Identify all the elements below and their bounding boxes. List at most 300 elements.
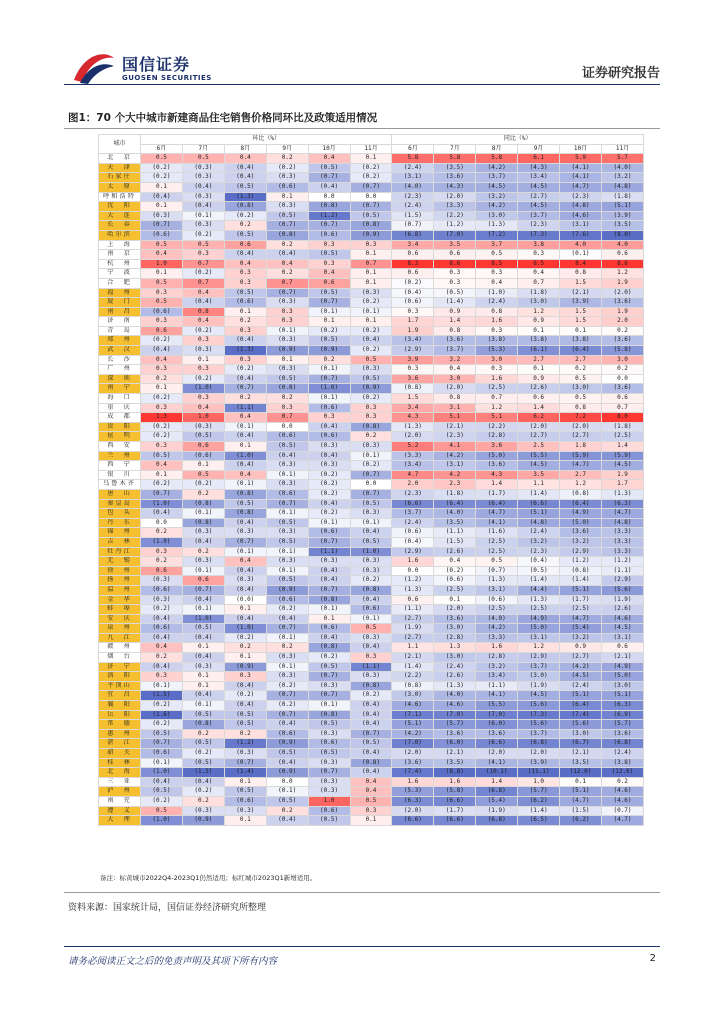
yoy-value: 0.7 [476,394,518,404]
yoy-value: (7.0) [392,739,434,749]
yoy-value: (7.2) [476,230,518,240]
table-row [99,701,644,711]
yoy-value: (2.1) [560,288,602,298]
mom-value: 0.1 [141,182,183,192]
yoy-value: 6.1 [518,154,560,164]
yoy-value: (2.9) [392,346,434,356]
mom-value: 0.2 [141,374,183,384]
city-name: 沈 阳 [99,202,141,212]
mom-value: (0.9) [266,739,308,749]
mom-value: (0.6) [266,595,308,605]
yoy-value: (2.2) [476,422,518,432]
mom-value: (0.2) [141,605,183,615]
mom-value: (0.4) [266,758,308,768]
mom-value: (0.3) [350,509,392,519]
mom-value: 0.1 [224,605,266,615]
mom-value: (1.0) [141,768,183,778]
city-name: 深 圳 [99,374,141,384]
mom-value: (0.4) [224,518,266,528]
city-name: 石家庄 [99,173,141,183]
yoy-value: (1.2) [601,557,643,567]
yoy-value: 0.1 [434,595,476,605]
mom-value: (0.6) [350,605,392,615]
yoy-value: (3.1) [601,633,643,643]
mom-value: 0.1 [224,442,266,452]
yoy-value: (3.6) [392,758,434,768]
mom-value: (0.5) [308,163,350,173]
mom-value: 0.3 [182,365,224,375]
mom-value: 0.2 [308,355,350,365]
city-name: 天 津 [99,163,141,173]
yoy-value: (4.0) [476,614,518,624]
mom-value: (0.3) [308,681,350,691]
mom-value: 0.4 [224,259,266,269]
brand-name-en: GUOSEN SECURITIES [122,74,212,82]
mom-value: (0.2) [182,326,224,336]
yoy-value: (2.5) [601,432,643,442]
yoy-value: (0.8) [560,489,602,499]
yoy-value: (4.5) [518,202,560,212]
table-row [99,796,644,806]
yoy-value: (4.9) [518,614,560,624]
city-name: 南 京 [99,250,141,260]
yoy-value: (2.1) [601,653,643,663]
yoy-value: (4.5) [601,461,643,471]
figure-title-divider [64,128,660,129]
yoy-value: (1.2) [560,557,602,567]
mom-value: (0.4) [182,653,224,663]
city-name: 昆 明 [99,432,141,442]
yoy-value: (0.6) [476,595,518,605]
mom-value: 0.4 [182,288,224,298]
yoy-value: 1.5 [392,394,434,404]
mom-value: 0.1 [141,470,183,480]
mom-value: 0.4 [350,777,392,787]
mom-value: (0.3) [266,672,308,682]
mom-value: (0.3) [350,633,392,643]
mom-value: (0.1) [350,518,392,528]
mom-value: 0.4 [308,269,350,279]
mom-value: (0.5) [266,576,308,586]
mom-value: (0.7) [224,537,266,547]
mom-value: (0.8) [182,720,224,730]
yoy-value: 3.5 [518,470,560,480]
mom-value: (0.2) [141,422,183,432]
yoy-value: (3.6) [601,298,643,308]
mom-value: (0.2) [224,691,266,701]
yoy-value: 3.4 [392,403,434,413]
yoy-value: (2.1) [392,653,434,663]
yoy-value: (2.3) [518,547,560,557]
mom-value: (0.7) [224,384,266,394]
city-name: 厦 门 [99,298,141,308]
mom-value: (0.1) [224,547,266,557]
yoy-value: (5.1) [601,691,643,701]
mom-value: 0.6 [224,240,266,250]
table-month-header-row [99,144,644,154]
mom-value: (1.0) [141,537,183,547]
yoy-value: (6.4) [560,346,602,356]
mom-value: (1.0) [182,614,224,624]
mom-value: (0.7) [182,585,224,595]
mom-value: (0.1) [182,211,224,221]
table-row [99,422,644,432]
mom-value: (0.4) [141,614,183,624]
mom-value: (0.1) [182,566,224,576]
city-name: 桂 林 [99,758,141,768]
mom-value: (0.9) [350,384,392,394]
mom-value: (1.5) [141,691,183,701]
yoy-value: 1.5 [560,307,602,317]
yoy-value: 0.5 [560,394,602,404]
yoy-value: 0.9 [560,643,602,653]
yoy-value: 1.9 [601,278,643,288]
mom-value: (0.3) [350,672,392,682]
yoy-value: (3.5) [601,221,643,231]
mom-value: (0.4) [308,633,350,643]
mom-value: (0.4) [224,173,266,183]
yoy-value: 1.9 [601,470,643,480]
yoy-value: 1.6 [476,643,518,653]
city-name: 徐 州 [99,566,141,576]
mom-value: (0.9) [266,585,308,595]
mom-value: (0.5) [308,662,350,672]
city-name: 金 华 [99,595,141,605]
yoy-value: 0.3 [392,307,434,317]
city-name: 温 州 [99,585,141,595]
mom-value: 0.0 [350,480,392,490]
mom-value: 0.5 [350,355,392,365]
mom-value: (0.2) [350,461,392,471]
mom-value: 0.3 [141,317,183,327]
yoy-value: 0.8 [560,403,602,413]
city-name: 贵 阳 [99,422,141,432]
yoy-value: (1.5) [392,211,434,221]
mom-value: (0.7) [266,710,308,720]
yoy-value: 2.7 [518,355,560,365]
yoy-value: (6.4) [476,499,518,509]
yoy-value: (6.4) [560,701,602,711]
yoy-value: (4.2) [392,729,434,739]
yoy-value: 5.7 [601,154,643,164]
yoy-value: (3.3) [434,202,476,212]
yoy-value: (2.0) [434,384,476,394]
yoy-value: (3.7) [518,729,560,739]
yoy-value: (5.9) [560,451,602,461]
mom-value: (0.3) [182,163,224,173]
yoy-value: 0.2 [601,777,643,787]
mom-value: (0.2) [224,211,266,221]
mom-value: (0.1) [182,509,224,519]
mom-value: (0.7) [350,182,392,192]
yoy-value: (4.7) [560,461,602,471]
yoy-value: (2.7) [518,432,560,442]
yoy-value: (4.9) [601,662,643,672]
mom-value: (0.4) [224,585,266,595]
yoy-value: 0.6 [518,394,560,404]
yoy-value: 3.1 [434,403,476,413]
mom-value: (0.8) [182,499,224,509]
yoy-value: (1.8) [601,422,643,432]
yoy-value: (4.7) [560,182,602,192]
yoy-value: (6.0) [434,739,476,749]
mom-value: (0.3) [182,221,224,231]
mom-value: (0.2) [182,374,224,384]
yoy-value: 0.8 [476,307,518,317]
yoy-value: (2.3) [434,432,476,442]
mom-month-header: 7月 [182,144,224,154]
mom-value: (0.4) [182,691,224,701]
yoy-value: (2.5) [476,384,518,394]
mom-value: 0.2 [266,643,308,653]
yoy-value: 0.3 [434,278,476,288]
yoy-value: (5.0) [601,672,643,682]
mom-value: 0.1 [350,317,392,327]
table-row [99,643,644,653]
yoy-value: (1.2) [434,221,476,231]
yoy-value: (2.7) [560,432,602,442]
city-name: 蚌 埠 [99,605,141,615]
mom-value: 0.2 [141,557,183,567]
mom-value: 0.7 [266,278,308,288]
mom-value: (0.4) [141,777,183,787]
mom-value: 0.1 [350,154,392,164]
mom-value: (0.5) [350,739,392,749]
mom-value: (0.5) [224,288,266,298]
mom-value: (0.4) [350,528,392,538]
mom-value: (0.4) [224,163,266,173]
yoy-value: (4.6) [434,701,476,711]
yoy-value: (1.3) [518,595,560,605]
yoy-value: 1.1 [392,643,434,653]
mom-value: 0.1 [224,777,266,787]
mom-value: (1.0) [182,384,224,394]
mom-value: 0.2 [266,806,308,816]
yoy-value: (0.1) [560,250,602,260]
mom-value: (0.4) [141,192,183,202]
yoy-value: 1.6 [476,317,518,327]
page-number: 2 [649,953,656,964]
yoy-value: (3.1) [476,585,518,595]
city-name: 南 宁 [99,384,141,394]
mom-value: (0.7) [350,489,392,499]
mom-value: (0.6) [308,528,350,538]
table-row [99,720,644,730]
yoy-value: 0.5 [560,374,602,384]
mom-value: (0.3) [182,192,224,202]
yoy-value: (4.5) [601,624,643,634]
mom-value: (0.6) [266,489,308,499]
yoy-value: (3.9) [518,758,560,768]
mom-value: 0.3 [182,336,224,346]
yoy-value: 0.8 [434,326,476,336]
table-row [99,749,644,759]
yoy-value: 0.3 [392,365,434,375]
yoy-value: (2.7) [518,192,560,202]
yoy-value: 0.6 [601,643,643,653]
yoy-value: (5.1) [392,720,434,730]
mom-value: (0.3) [141,595,183,605]
yoy-value: (2.7) [392,614,434,624]
yoy-value: (6.8) [476,787,518,797]
table-row [99,442,644,452]
table-row [99,681,644,691]
mom-value: 0.1 [308,317,350,327]
mom-value: 0.5 [141,278,183,288]
yoy-month-header: 11月 [601,144,643,154]
yoy-value: (4.0) [434,509,476,519]
yoy-value: (3.5) [434,163,476,173]
mom-value: 0.2 [182,796,224,806]
yoy-value: (1.4) [518,806,560,816]
mom-value: (0.3) [266,480,308,490]
yoy-value: 1.4 [518,403,560,413]
mom-value: (0.7) [266,624,308,634]
mom-value: (0.6) [141,585,183,595]
mom-value: 0.3 [224,278,266,288]
yoy-value: (1.4) [434,298,476,308]
yoy-value: (2.3) [560,192,602,202]
yoy-value: (2.5) [560,605,602,615]
city-name: 呼和浩特 [99,192,141,202]
yoy-value: (3.7) [476,173,518,183]
yoy-value: 4.0 [560,240,602,250]
city-name: 郑 州 [99,336,141,346]
mom-value: (0.6) [224,298,266,308]
yoy-value: 8.5 [476,259,518,269]
mom-value: (0.5) [266,537,308,547]
city-name: 常 德 [99,720,141,730]
yoy-value: (2.7) [560,653,602,663]
table-row [99,240,644,250]
mom-value: 0.3 [141,403,183,413]
mom-value: (0.2) [308,509,350,519]
city-name: 上 海 [99,240,141,250]
yoy-value: (0.7) [601,806,643,816]
yoy-value: 0.5 [476,557,518,567]
table-row [99,154,644,164]
mom-value: (0.3) [182,422,224,432]
yoy-value: 1.9 [601,307,643,317]
yoy-value: (3.8) [476,336,518,346]
yoy-value: 8.6 [434,259,476,269]
mom-value: 0.4 [141,355,183,365]
mom-value: (0.7) [224,758,266,768]
mom-value: (0.5) [266,518,308,528]
mom-value: 0.4 [266,259,308,269]
mom-value: (0.8) [350,758,392,768]
city-name: 合 肥 [99,278,141,288]
yoy-value: (4.9) [560,509,602,519]
mom-value: (0.2) [308,489,350,499]
yoy-value: (3.1) [518,633,560,643]
yoy-value: (2.8) [434,633,476,643]
yoy-value: (7.1) [392,710,434,720]
mom-value: 0.5 [141,240,183,250]
mom-value: (0.4) [350,768,392,778]
table-row [99,336,644,346]
yoy-value: (2.0) [518,749,560,759]
yoy-value: 1.5 [560,278,602,288]
table-row [99,461,644,471]
mom-value: (0.3) [266,365,308,375]
mom-value: (0.7) [308,537,350,547]
mom-value: (0.6) [224,796,266,806]
table-row [99,394,644,404]
yoy-value: (2.4) [601,749,643,759]
table-row [99,374,644,384]
yoy-value: (4.4) [518,585,560,595]
yoy-value: (2.0) [392,749,434,759]
mom-value: (0.2) [266,701,308,711]
yoy-value: (4.0) [434,691,476,701]
yoy-value: (3.2) [560,633,602,643]
yoy-value: (5.0) [518,624,560,634]
yoy-value: (4.7) [560,796,602,806]
yoy-value: (1.1) [392,605,434,615]
yoy-value: 4.2 [434,470,476,480]
yoy-value: (3.3) [392,451,434,461]
yoy-value: 0.9 [518,374,560,384]
city-name: 长 春 [99,221,141,231]
mom-value: (0.1) [350,451,392,461]
mom-value: (1.0) [308,384,350,394]
city-name: 大 连 [99,211,141,221]
mom-value: (0.4) [308,566,350,576]
yoy-value: 2.3 [434,480,476,490]
table-row [99,509,644,519]
yoy-value: 8.3 [392,259,434,269]
yoy-value: (3.4) [392,336,434,346]
yoy-value: (6.0) [476,720,518,730]
yoy-value: (2.6) [518,384,560,394]
mom-value: 0.3 [141,442,183,452]
mom-value: (0.1) [308,518,350,528]
yoy-value: (3.3) [601,537,643,547]
mom-value: (0.7) [141,739,183,749]
mom-value: (0.4) [224,250,266,260]
mom-value: (0.7) [141,489,183,499]
mom-month-header: 10月 [308,144,350,154]
yoy-value: (4.1) [476,691,518,701]
mom-value: 0.3 [266,317,308,327]
yoy-value: 0.2 [601,365,643,375]
mom-value: (0.1) [141,681,183,691]
mom-value: (0.4) [141,633,183,643]
yoy-value: (4.7) [601,509,643,519]
mom-value: (0.7) [308,585,350,595]
yoy-value: (1.7) [434,806,476,816]
mom-value: (0.1) [224,422,266,432]
brand-name-cn: 国信证券 [122,55,191,74]
yoy-value: (6.8) [476,816,518,826]
yoy-value: (3.0) [601,681,643,691]
mom-value: 0.3 [350,403,392,413]
mom-value: (0.3) [141,576,183,586]
yoy-value: 1.3 [434,643,476,653]
yoy-value: (1.8) [434,489,476,499]
yoy-value: (7.0) [434,230,476,240]
yoy-value: (4.5) [476,182,518,192]
city-name: 湛 江 [99,739,141,749]
yoy-value: (6.6) [392,816,434,826]
mom-value: (0.2) [308,653,350,663]
mom-value: 0.0 [350,192,392,202]
yoy-value: 1.0 [518,777,560,787]
mom-value: (0.1) [182,605,224,615]
mom-value: (0.7) [350,470,392,480]
mom-value: (0.8) [350,585,392,595]
